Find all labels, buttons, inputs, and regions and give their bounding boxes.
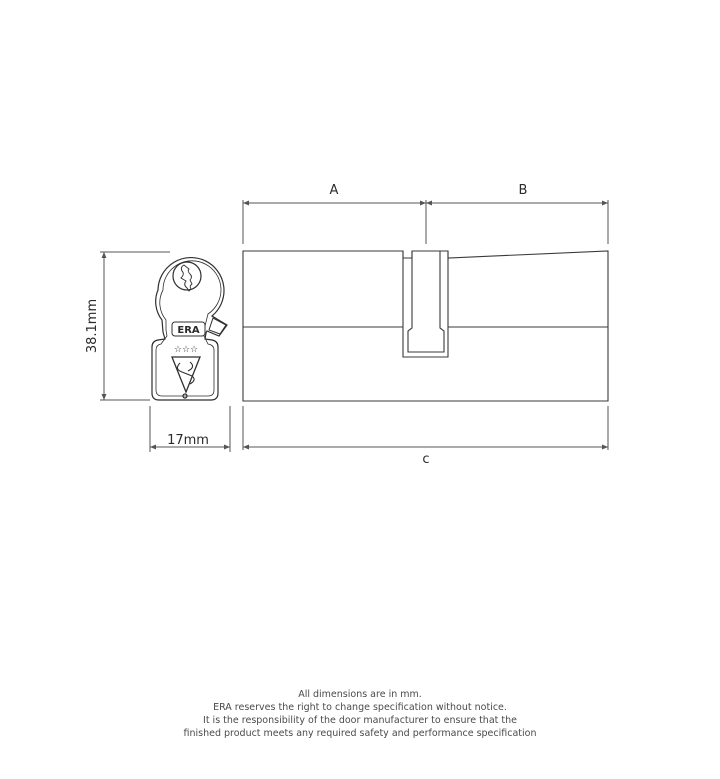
note-line-3: It is the responsibility of the door manufacturer to ensure that the xyxy=(203,715,517,726)
note-line-4: finished product meets any required safety and performance specification xyxy=(183,728,537,739)
dimension-ab xyxy=(243,200,608,244)
note-line-2: ERA reserves the right to change specification without notice. xyxy=(213,702,507,713)
dimension-label-width: 17mm xyxy=(167,433,209,448)
era-logo-text: ERA xyxy=(177,325,200,336)
dimension-label-height: 38.1mm xyxy=(85,298,100,354)
note-line-1: All dimensions are in mm. xyxy=(298,689,422,700)
dimension-c xyxy=(243,406,608,450)
kitemark-icon xyxy=(172,357,200,392)
dimension-label-b: B xyxy=(518,183,528,198)
era-logo xyxy=(172,322,205,336)
kitemark-stars: ☆☆☆ xyxy=(173,345,199,355)
dimension-label-a: A xyxy=(329,183,339,198)
cylinder-side-view xyxy=(243,251,608,401)
dimension-height xyxy=(100,252,170,400)
dimension-label-c: c xyxy=(422,452,430,467)
footer-notes xyxy=(0,688,720,740)
